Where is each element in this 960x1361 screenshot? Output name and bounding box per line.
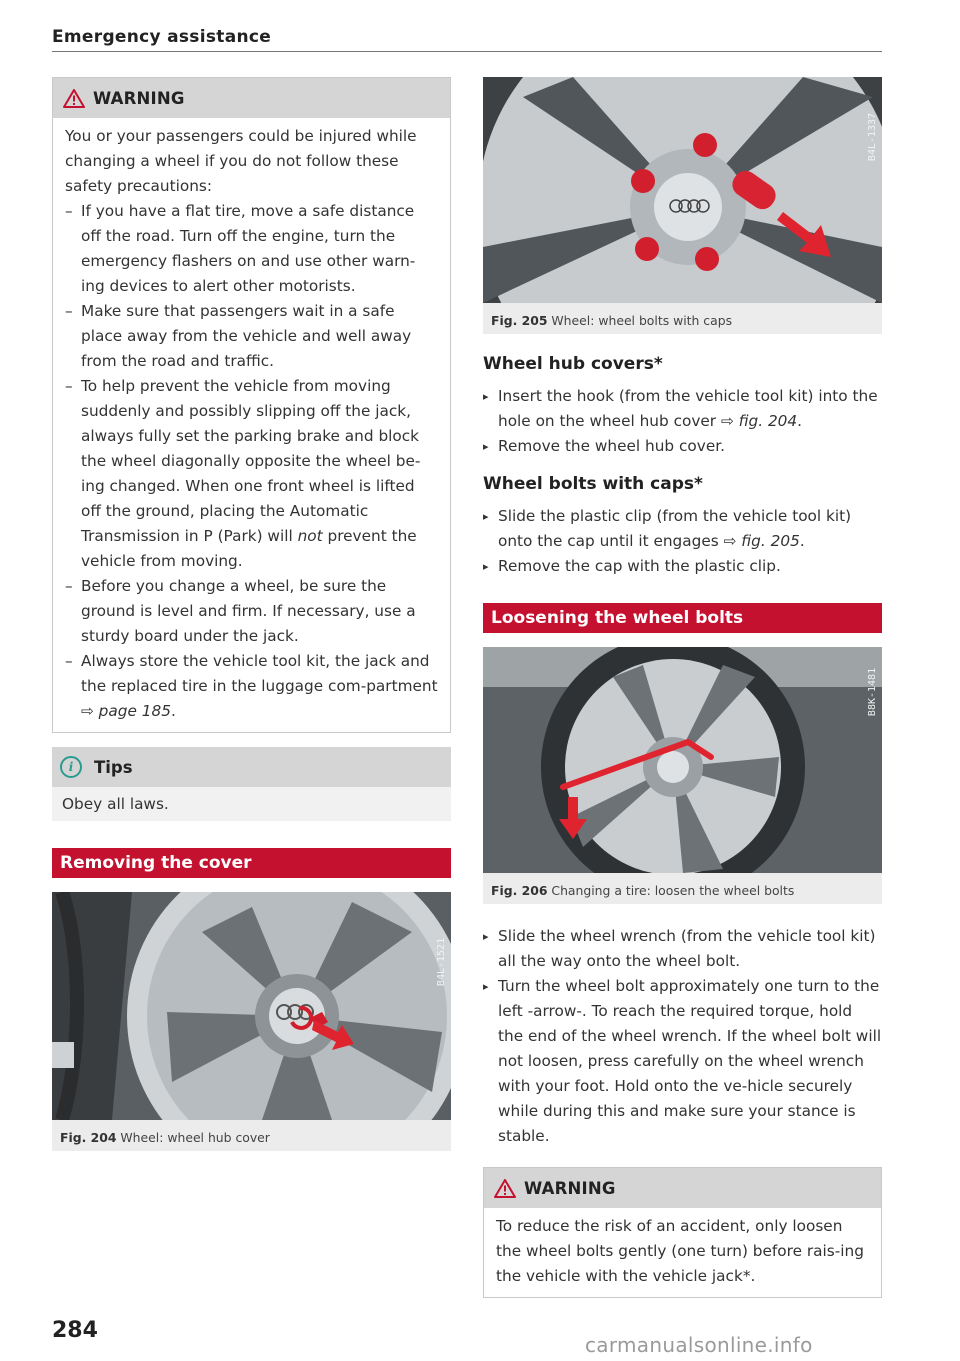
warning-item: – If you have a flat tire, move a safe distance off the road. Turn off the engine, turn the emergency flashers on and use other warn-ing devices to alert other motorists. — [65, 199, 438, 299]
watermark-text: carmanualsonline.info — [585, 1333, 813, 1357]
warning-item-text: prevent the vehicle from moving. — [81, 527, 417, 570]
warning-header — [484, 1168, 881, 1208]
info-icon: i — [60, 756, 82, 778]
figure-reference-link[interactable]: ⇨ fig. 205 — [723, 532, 800, 550]
loosening-steps — [483, 924, 882, 1149]
warning-emphasis: not — [297, 527, 323, 545]
warning-list — [65, 199, 438, 724]
instruction-step — [483, 384, 882, 434]
header-divider — [52, 51, 882, 52]
warning-item: – Before you change a wheel, be sure the ground is level and firm. If necessary, use a sturdy board under the jack. — [65, 574, 438, 649]
instruction-step: ▸ Remove the cap with the plastic clip. — [483, 554, 882, 579]
figure-204 — [52, 892, 451, 1151]
figure-caption — [483, 877, 882, 904]
page-number: 284 — [52, 1318, 98, 1343]
figure-code: B8K-1481 — [867, 667, 878, 717]
bolt-cap-steps — [483, 504, 882, 579]
warning-body — [484, 1208, 881, 1297]
section-heading-loosening-bolts: Loosening the wheel bolts — [483, 603, 882, 633]
subheading-wheel-bolts-caps: Wheel bolts with caps* — [483, 474, 703, 494]
figure-caption — [483, 307, 882, 334]
punctuation: . — [170, 702, 176, 720]
subheading-wheel-hub-covers: Wheel hub covers* — [483, 354, 663, 374]
warning-box — [52, 77, 451, 733]
figure-number: Fig. 205 — [491, 313, 548, 328]
left-column — [52, 77, 451, 1151]
warning-box — [483, 1167, 882, 1298]
warning-item: – Make sure that passengers wait in a safe place away from the vehicle and well away from the road and traffic. — [65, 299, 438, 374]
warning-body — [53, 118, 450, 732]
warning-title: WARNING — [524, 1178, 616, 1198]
instruction-step: ▸ Turn the wheel bolt approximately one turn to the left -arrow-. To reach the required torque, hold the end of the wheel wrench. If the wheel bolt will not loosen, press carefully on the wheel wrench with your foot. Hold onto the ve-hicle securely while during this and make sure your stance is stable. — [483, 974, 882, 1149]
figure-code: B4L-1521 — [436, 937, 447, 987]
figure-caption — [52, 1124, 451, 1151]
warning-item-text: Always store the vehicle tool kit, the jack and the replaced tire in the luggage com-partment — [81, 652, 438, 695]
figure-caption-text: Changing a tire: loosen the wheel bolts — [551, 883, 795, 898]
instruction-step: ▸ Slide the wheel wrench (from the vehicle tool kit) all the way onto the wheel bolt. — [483, 924, 882, 974]
tips-title: Tips — [94, 757, 133, 777]
figure-206 — [483, 647, 882, 904]
figure-205 — [483, 77, 882, 334]
instruction-step: ▸ Remove the wheel hub cover. — [483, 434, 882, 459]
warning-title: WARNING — [93, 88, 185, 108]
warning-text: To reduce the risk of an accident, only loosen the wheel bolts gently (one turn) before rais-ing the vehicle with the vehicle jack*. — [496, 1217, 864, 1285]
warning-triangle-icon — [63, 89, 85, 108]
tips-header — [52, 747, 451, 787]
right-column — [483, 77, 882, 1298]
warning-item-text: To help prevent the vehicle from moving suddenly and possibly slipping off the jack, always fully set the parking brake and block the wheel diagonally opposite the wheel be-ing changed. When one front wheel is lifted off the ground, placing the Automatic Transmission in P (Park) will — [81, 377, 421, 545]
warning-item — [65, 649, 438, 724]
warning-triangle-icon — [494, 1179, 516, 1198]
figure-number: Fig. 204 — [60, 1130, 117, 1145]
tips-text: Obey all laws. — [52, 787, 451, 821]
instruction-text: Slide the plastic clip (from the vehicle tool kit) onto the cap until it engages — [498, 507, 852, 550]
punctuation: . — [797, 412, 803, 430]
figure-caption-text: Wheel: wheel bolts with caps — [551, 313, 733, 328]
figure-code: B4L-1337 — [867, 112, 878, 162]
section-heading-removing-cover: Removing the cover — [52, 848, 451, 878]
page-reference-link[interactable]: ⇨ page 185 — [81, 702, 171, 720]
figure-number: Fig. 206 — [491, 883, 548, 898]
wheel-hub-cover-illustration — [52, 892, 451, 1120]
figure-reference-link[interactable]: ⇨ fig. 204 — [720, 412, 798, 430]
wheel-bolt-caps-illustration — [483, 77, 882, 303]
warning-item — [65, 374, 438, 574]
warning-intro: You or your passengers could be injured while changing a wheel if you do not follow these safety precautions: — [65, 127, 417, 195]
figure-caption-text: Wheel: wheel hub cover — [120, 1130, 270, 1145]
instruction-text: Insert the hook (from the vehicle tool kit) into the hole on the wheel hub cover — [498, 387, 878, 430]
hub-cover-steps — [483, 384, 882, 459]
instruction-step — [483, 504, 882, 554]
punctuation: . — [799, 532, 805, 550]
warning-header — [53, 78, 450, 118]
wheel-wrench-illustration — [483, 647, 882, 873]
section-header-title: Emergency assistance — [52, 27, 272, 47]
